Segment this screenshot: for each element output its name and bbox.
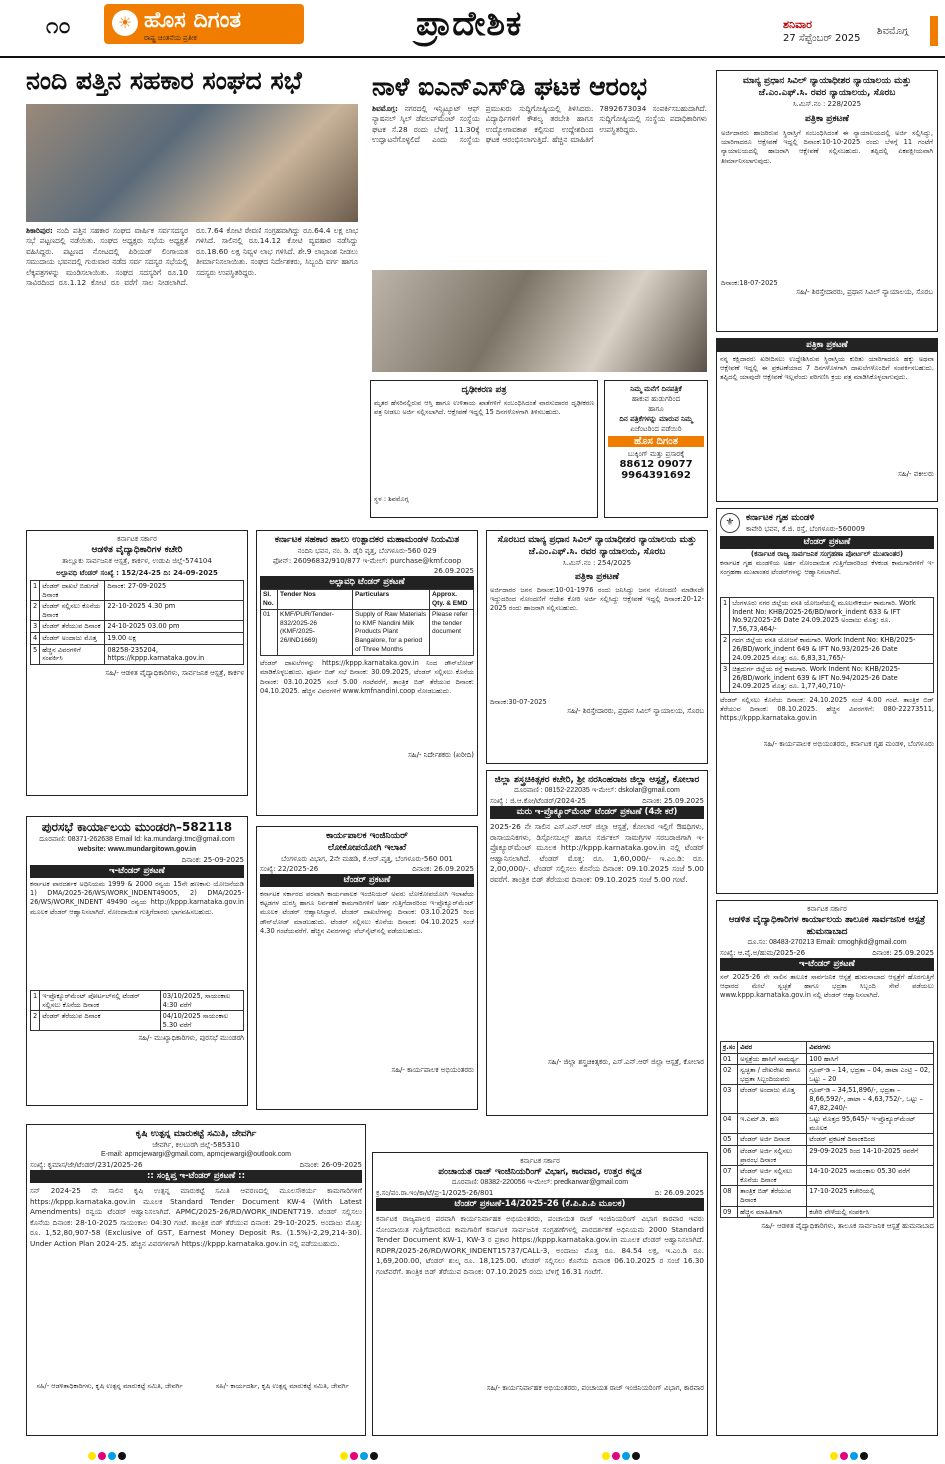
humnabad-cell: 03 [721,1085,738,1114]
issue-day: ಶನಿವಾರ [783,18,812,31]
newspaper-logo [104,4,304,44]
housing-cell: ಚಿತ್ರದುರ್ಗ ಜಿಲ್ಲೆಯ ರಸ್ತೆ ಕಾಮಗಾರಿ. Work Indent No: KHB/2025-26/BD/work_indent 639 & IFT No.94/2025-26 Date 24.09.2025 ಮೊತ್ತ: ರೂ. 1,77,40,710/- [730,664,934,693]
pwd-ref: ಸಂಖ್ಯೆ: 22/2025-26 [260,865,319,873]
karkala-row [31,581,244,601]
print-registration-marks [88,1452,126,1460]
kmf-col-header: Particulars [353,590,430,610]
story2-photo [372,270,707,372]
issue-date: 27 ಸೆಪ್ಟೆಂಬರ್ 2025 [783,33,861,44]
housing-band: ಟೆಂಡರ್ ಪ್ರಕಟಣೆ [720,536,934,549]
mundargi-row [31,1011,244,1031]
story2-headline: ನಾಳೆ ಐಎನ್‌ಎಸ್‌ಡಿ ಘಟಕ ಆರಂಭ [372,72,648,101]
ad-phone2: 9964391692 [621,470,691,481]
humnabad-cell: ಸ್ವಚ್ಛತಾ / ದೇಖರೇಖ ಹಾಗೂ ಭದ್ರತಾ ಸಿಬ್ಬಂದಿಯವರು [738,1065,807,1085]
kmf-col-header: Sl. No. [261,590,278,610]
karkala-hospital-tender [26,530,248,796]
mundargi-web: website: www.mundargitown.gov.in [77,846,197,853]
kmf-cell: Supply of Raw Materials to KMF Nandini Milk Products Plant Bangalore, for a period of Three Months [353,610,430,656]
ad-line3: ಹಾಗೂ [648,405,664,413]
apmc-addr: ಜೇವರ್ಗಿ, ಕಲಬುರಗಿ ಜಿಲ್ಲೆ-585310 [152,1141,240,1149]
humnabad-cell: 04 [721,1114,738,1134]
humnabad-cell: 09 [721,1206,738,1218]
kmf-tender [256,530,478,816]
kolar-title: ಜಿಲ್ಲಾ ಶಸ್ತ್ರಚಿಕಿತ್ಸಕರ ಕಚೇರಿ, ಶ್ರೀ ನರಸಿಂಹರಾಜ ಜಿಲ್ಲಾ ಆಸ್ಪತ್ರೆ, ಕೋಲಾರ [494,775,700,785]
karkala-row [31,632,244,644]
karkala-head: ಕರ್ನಾಟಕ ಸರ್ಕಾರ [117,535,157,543]
kmf-col-header: Tender Nos [278,590,353,610]
housing-sign: ಸಹಿ/- ಕಾರ್ಯಪಾಲಕ ಅಭಿಯಂತರರು, ಕರ್ನಾಟಕ ಗೃಹ ಮಂಡಳಿ, ಬೆಂಗಳೂರು [763,739,934,748]
story1-headline: ನಂದಿ ಪತ್ತಿನ ಸಹಕಾರ ಸಂಘದ ಸಭೆ [26,66,302,95]
court-228-sign: ಸಹಿ/- ಶಿರಸ್ತೇದಾರರು, ಪ್ರಧಾನ ಸಿವಿಲ್ ನ್ಯಾಯಾಲಯ, ಸೊರಬ [796,288,933,297]
mundargi-cell: ಟೆಂಡರ್ ತೆರೆಯುವ ದಿನಾಂಕ [40,1011,160,1031]
humnabad-cell: 06 [721,1145,738,1165]
humnabad-title: ಆಡಳಿತ ವೈದ್ಯಾಧಿಕಾರಿಗಳ ಕಾರ್ಯಾಲಯ ತಾಲೂಕ ಸಾರ್ವಜನಿಕ ಆಸ್ಪತ್ರೆ ಹುಮನಾಬಾದ [728,915,926,937]
mundargi-title: ಪುರಸಭೆ ಕಾರ್ಯಾಲಯ ಮುಂಡರಗಿ–582118 [41,820,233,834]
ad-line2: ಹಾಕುವ ಹುಡುಗರಿಂದ [631,395,681,403]
court-228-body: ಅರ್ಜಿದಾರರು ಹಾಜರಿರುವ ಸ್ಥಿರಾಸ್ತಿಗೆ ಸಂಬಂಧಿಸಿದಂತೆ ಈ ನ್ಯಾಯಾಲಯದಲ್ಲಿ ಅರ್ಜಿ ಸಲ್ಲಿಸಿದ್ದು, ಯಾರಿಗಾದರೂ ಆಕ್ಷೇಪಣೆ ಇದ್ದಲ್ಲಿ ದಿನಾಂಕ:10-10-2025 ರಂದು ಬೆಳಗ್ಗೆ 11 ಗಂಟೆಗೆ ನ್ಯಾಯಾಲಯದಲ್ಲಿ ಹಾಜರಾಗಿ ಆಕ್ಷೇಪಣೆ ಸಲ್ಲಿಸಬಹುದು. ತಪ್ಪಿದಲ್ಲಿ ಏಕಪಕ್ಷೀಯವಾಗಿ ತೀರ್ಮಾನಿಸಲಾಗುವುದು. [721,129,933,165]
karkala-sign: ಸಹಿ/- ಆಡಳಿತ ವೈದ್ಯಾಧಿಕಾರಿಗಳು, ಸಾರ್ವಜನಿಕ ಆಸ್ಪತ್ರೆ, ಕಾರ್ಕಳ [105,668,244,677]
karkala-title: ಆಡಳಿತ ವೈದ್ಯಾಧಿಕಾರಿಗಳ ಕಚೇರಿ [91,545,183,555]
pwd-addr: ಬೆಂಗಳೂರು ವಿಭಾಗ, 2ನೇ ಮಹಡಿ, ಕೆ.ಆರ್.ವೃತ್ತ, ಬೆಂಗಳೂರು-560 001 [281,855,453,863]
humnabad-date: ದಿನಾಂಕ: 25.09.2025 [872,949,934,957]
kmf-contact: ಫೋನ್: 26096832/910/877 ಇ-ಮೇಲ್: purchase@kmf.coop [272,557,462,565]
housing-row [721,664,934,693]
mundargi-cell: 04/10/2025 ಸಾಯಂಕಾಲ 5.30 ವರೆಗೆ [160,1011,243,1031]
karkala-row [31,621,244,633]
kmf-cell: KMF/PUR/Tender-832/2025-26 (KMF/2025-26/IND1669) [278,610,353,656]
humnabad-row [721,1134,934,1146]
certificate-body: ಮೃತರ ಹೆಸರಿನಲ್ಲಿರುವ ಆಸ್ತಿ ಹಾಗೂ ಉಳಿತಾಯ ಖಾತೆಗಳಿಗೆ ಸಂಬಂಧಿಸಿದಂತೆ ವಾರಸುದಾರರ ದೃಢೀಕರಣ ಪತ್ರ ನೀಡಲು ಅರ್ಜಿ ಸಲ್ಲಿಸಲಾಗಿದೆ. ಆಕ್ಷೇಪಣೆ ಇದ್ದಲ್ಲಿ 15 ದಿನಗಳೊಳಗಾಗಿ ತಿಳಿಸಬಹುದು. [374,399,594,417]
pwd-body: ಕರ್ನಾಟಕ ಸರ್ಕಾರದ ಪರವಾಗಿ ಕಾರ್ಯಪಾಲಕ ಇಂಜಿನಿಯರ್ ಅವರು ಲೋಕೋಪಯೋಗಿ ಇಲಾಖೆಯ ಕಟ್ಟಡಗಳ ದುರಸ್ತಿ ಹಾಗೂ ನಿರ್ವಹಣೆ ಕಾಮಗಾರಿಗಳಿಗೆ ಅರ್ಹ ಗುತ್ತಿಗೆದಾರರಿಂದ ಇ-ಪ್ರೊಕ್ಯೂರ್‌ಮೆಂಟ್ ಮೂಲಕ ಟೆಂಡರ್ ಆಹ್ವಾನಿಸಿದ್ದಾರೆ. ಟೆಂಡರ್ ದಾಖಲೆಗಳನ್ನು ದಿನಾಂಕ: 03.10.2025 ರಿಂದ ಡೌನ್‌ಲೋಡ್ ಮಾಡಬಹುದು. ಟೆಂಡರ್ ಸಲ್ಲಿಸಲು ಕೊನೆಯ ದಿನಾಂಕ: 04.10.2025 ಸಂಜೆ 4.30 ಗಂಟೆಯವರೆಗೆ. ಹೆಚ್ಚಿನ ವಿವರಗಳನ್ನು ವೆಬ್‌ಸೈಟ್‌ನಲ್ಲಿ ಪಡೆಯಬಹುದು. [260,890,474,935]
court-254-case: ಸಿ.ಮಿಸ್.ನಂ : 254/2025 [562,559,632,567]
court-254-sign: ಸಹಿ/- ಶಿರಸ್ತೇದಾರರು, ಪ್ರಧಾನ ಸಿವಿಲ್ ನ್ಯಾಯಾಲಯ, ಸೊರಬ [567,707,704,716]
apmc-tender [26,1124,366,1436]
housing-title: ಕರ್ನಾಟಕ ಗೃಹ ಮಂಡಳಿ [746,513,815,523]
court-notice-254 [486,530,708,764]
karkala-cell: 1 [31,581,40,601]
kmf-col-header: Approx. Qty. & EMD [430,590,474,610]
apmc-sign-right: ಸಹಿ/- ಕಾರ್ಯದರ್ಶಿ, ಕೃಷಿ ಉತ್ಪನ್ನ ಮಾರುಕಟ್ಟೆ ಸಮಿತಿ, ಜೇವರ್ಗಿ [215,1382,349,1390]
karkala-cell: ಟೆಂಡರ್ ತೆರೆಯುವ ದಿನಾಂಕ [40,621,105,633]
kmf-cell: 01 [261,610,278,656]
humnabad-cell: 14-10-2025 ಸಾಯಂಕಾಲ 05.30 ವರೆಗೆ [807,1166,934,1186]
story1-dateline: ಶಿಕಾರಿಪುರ: [26,226,53,235]
karkala-cell: ದಿನಾಂಕ: 27-09-2025 [105,581,244,601]
court-228-sub: ಪತ್ರಿಕಾ ಪ್ರಕಟಣೆ [805,114,849,124]
story2-dateline: ಶಿವಮೊಗ್ಗ: [372,104,398,113]
karwar-date: ದಿ: 26.09.2025 [654,1189,704,1197]
karkala-cell: 08258-235204, https://kppp.karnataka.gov.in [105,644,244,664]
humnabad-cell: ಗ್ರೂಪ್-ಡಿ – 14, ಭದ್ರತಾ – 04, ಡಾಟಾ ಎಂಟ್ರಿ – 02, ಒಟ್ಟು – 20 [807,1065,934,1085]
public-notice-body: ನನ್ನ ಕಕ್ಷಿದಾರರು ಖರೀದಿಸಲು ಉದ್ದೇಶಿಸಿರುವ ಸ್ಥಿರಾಸ್ತಿಯ ಕುರಿತು ಯಾರಿಗಾದರೂ ಹಕ್ಕು ಅಥವಾ ಆಕ್ಷೇಪಣೆ ಇದ್ದಲ್ಲಿ ಈ ಪ್ರಕಟಣೆಯಾದ 7 ದಿನಗಳೊಳಗಾಗಿ ದಾಖಲೆಗಳೊಂದಿಗೆ ಸಂಪರ್ಕಿಸಬಹುದು. ತಪ್ಪಿದಲ್ಲಿ ಯಾವುದೇ ಆಕ್ಷೇಪಣೆ ಇಲ್ಲವೆಂದು ಪರಿಗಣಿಸಿ ಕ್ರಯ ಪತ್ರ ಮಾಡಿಸಿಕೊಳ್ಳಲಾಗುವುದು. [720,355,934,382]
karkala-cell: ಟೆಂಡರ್ ಸಲ್ಲಿಸಲು ಕೊನೆಯ ದಿನಾಂಕ [40,601,105,621]
pwd-title: ಕಾರ್ಯಪಾಲಕ ಇಂಜಿನಿಯರ್ [326,831,408,841]
humnabad-row [721,1085,934,1114]
story1-body [26,226,358,512]
public-notice-title: ಪತ್ರಿಕಾ ಪ್ರಕಟಣೆ [717,339,937,352]
mundargi-tender [26,816,248,1106]
court-254-date: ದಿನಾಂಕ:30-07-2025 [490,698,547,706]
humnabad-cell: 05 [721,1134,738,1146]
kmf-cell: Please refer the tender document [430,610,474,656]
ad-line6: ಬುಕ್ಕಿಂಗ್ ಮತ್ತು ಪ್ರಸಾರಕ್ಕೆ [627,450,685,458]
certificate-sign: ಸ್ಥಳ : ಶಿವಮೊಗ್ಗ [374,495,409,503]
humnabad-cell: 07 [721,1166,738,1186]
karkala-sub: ತಾಲ್ಲೂಕು ಸಾರ್ವಜನಿಕ ಆಸ್ಪತ್ರೆ, ಕಾರ್ಕಳ, ಉಡುಪಿ ಜಿಲ್ಲೆ-574104 [62,557,212,565]
court-254-body: ಅರ್ಜಿದಾರರ ಜನನ ದಿನಾಂಕ:10-01-1976 ರಂದು ಜನಿಸಿದ್ದು ಜನನ ನೋಂದಣಿ ಮಾಡಿಸದೇ ಇದ್ದುದರಿಂದ ನೋಂದಣಿಗೆ ಆದೇಶ ಕೋರಿ ಅರ್ಜಿ ಸಲ್ಲಿಸಿದ್ದು ಆಕ್ಷೇಪಣೆ ಇದ್ದಲ್ಲಿ ದಿನಾಂಕ:20-12-2025 ರಂದು ಹಾಜರಾಗಿ ಸಲ್ಲಿಸಬಹುದು. [490,586,704,613]
humnabad-cell: ಟೆಂಡರ್ ಅಂದಾಜು ಮೊತ್ತ [738,1085,807,1114]
housing-addr: ಕಾವೇರಿ ಭವನ, ಕೆ.ಜಿ. ರಸ್ತೆ, ಬೆಂಗಳೂರು-560009 [746,525,865,533]
humnabad-row [721,1206,934,1218]
humnabad-row [721,1053,934,1065]
humnabad-cell: ಗ್ರೂಪ್-ಡಿ – 34,51,896/-, ಭದ್ರತಾ – 8,66,592/-, ಡಾಟಾ – 4,63,752/-, ಒಟ್ಟು – 47,82,240/- [807,1085,934,1114]
karwar-contact: ದೂರವಾಣಿ: 08382-220056 ಇ-ಮೇಲ್: predkarwar@gmail.com [451,1179,629,1186]
kmf-sign: ಸಹಿ/- ನಿರ್ದೇಶಕರು (ಖರೀದಿ) [408,751,474,760]
apmc-ref: ಸಂಖ್ಯೆ: ಕೃಮಾಸ/ಜೇ/ಟೆಂಡರ್/231/2025-26 [30,1161,143,1169]
kolar-body: 2025-26 ನೇ ಸಾಲಿನ ಎಸ್.ಎನ್.ಆರ್ ಜಿಲ್ಲಾ ಆಸ್ಪತ್ರೆ, ಕೋಲಾರ ಇಲ್ಲಿಗೆ ಔಷಧಿಗಳು, ರಾಸಾಯನಿಕಗಳು, ಡಿಸ್ಪೋಸಬಲ್ಸ್ ಹಾಗೂ ಸರ್ಜಿಕಲ್ ಸಾಮಗ್ರಿಗಳ ಸರಬರಾಜಿಗಾಗಿ ಇ-ಪ್ರೊಕ್ಯೂರ್‌ಮೆಂಟ್ ಮೂಲಕ http://kppp.karnataka.gov.in ನಲ್ಲಿ ಟೆಂಡರ್ ಆಹ್ವಾನಿಸಲಾಗಿದೆ. ಟೆಂಡರ್ ಮೊತ್ತ: ರೂ. 1,60,000/- ಇ.ಎಂ.ಡಿ: ರೂ. 2,00,000/-. ಟೆಂಡರ್ ಸಲ್ಲಿಸಲು ಕೊನೆಯ ದಿನಾಂಕ: 09.10.2025 ಸಂಜೆ 5.00 ರವರೆಗೆ. ತಾಂತ್ರಿಕ ಬಿಡ್ ತೆರೆಯುವ ದಿನಾಂಕ: 09.10.2025 ಸಂಜೆ 5.00 ಗಂಟೆ. [490,822,704,884]
humnabad-cell: ಇ.ಎಮ್.ಡಿ. ಹಣ [738,1114,807,1134]
housing-cell: 2 [721,635,730,664]
ad-line1: ನಿಮ್ಮ ಮನೆಗೆ ದಿನಪತ್ರಿಕೆ [630,385,682,393]
certificate-title: ದೃಢೀಕರಣ ಪತ್ರ [461,385,507,395]
housing-row [721,635,934,664]
karkala-table [30,580,244,665]
karkala-row [31,601,244,621]
apmc-title: ಕೃಷಿ ಉತ್ಪನ್ನ ಮಾರುಕಟ್ಟೆ ಸಮಿತಿ, ಜೇವರ್ಗಿ [135,1129,257,1139]
kmf-body: ಟೆಂಡರ್ ದಾಖಲೆಗಳನ್ನು https://kppp.karnataka.gov.in ನಿಂದ ಡೌನ್‌ಲೋಡ್ ಮಾಡಿಕೊಳ್ಳಬಹುದು. ಪೂರ್ವ ಬಿಡ್ ಸಭೆ ದಿನಾಂಕ: 30.09.2025, ಟೆಂಡರ್ ಸಲ್ಲಿಸಲು ಕೊನೆಯ ದಿನಾಂಕ: 03.10.2025 ಸಂಜೆ 5.00 ಗಂಟೆವರೆಗೆ, ತಾಂತ್ರಿಕ ಬಿಡ್ ತೆರೆಯುವ ದಿನಾಂಕ: 04.10.2025. ಹೆಚ್ಚಿನ ವಿವರಗಳಿಗೆ www.kmfnandini.coop ನೋಡಬಹುದು. [260,659,474,695]
housing-intro: ಕರ್ನಾಟಕ ಗೃಹ ಮಂಡಳಿಯ ಅರ್ಹ ನೋಂದಾಯಿತ ಗುತ್ತಿಗೆದಾರರಿಂದ ಕೆಳಕಂಡ ಕಾಮಗಾರಿಗಳಿಗೆ ಇ-ಸಂಗ್ರಹಣಾ ಮುಖಾಂತರ ಟೆಂಡರ್‌ಗಳನ್ನು ಆಹ್ವಾನಿಸಲಾಗಿದೆ. [720,559,934,577]
mundargi-table [30,990,244,1031]
housing-footer: ಟೆಂಡರ್ ಸಲ್ಲಿಸಲು ಕೊನೆಯ ದಿನಾಂಕ: 24.10.2025 ಸಂಜೆ 4.00 ಗಂಟೆ. ತಾಂತ್ರಿಕ ಬಿಡ್ ತೆರೆಯುವ ದಿನಾಂಕ: 08.10.2025. ಹೆಚ್ಚಿನ ವಿವರಗಳಿಗೆ: 080-22273511, https://kppp.karnataka.gov.in [720,695,934,723]
court-254-title: ಸೊರಬದ ಮಾನ್ಯ ಪ್ರಧಾನ ಸಿವಿಲ್ ನ್ಯಾಯಾಧೀಶರ ನ್ಯಾಯಾಲಯ ಮತ್ತು ಜೆ.ಎಂ.ಎಫ್.ಸಿ. ರವರ ನ್ಯಾಯಾಲಯ, ಸೊರಬ [497,535,697,557]
section-title: ಪ್ರಾದೇಶಿಕ [416,4,523,44]
mundargi-cell: ಇ-ಪ್ರೊಕ್ಯೂರ್‌ಮೆಂಟ್ ಪೋರ್ಟಲ್‌ನಲ್ಲಿ ಟೆಂಡರ್ ಸಲ್ಲಿಸಲು ಕೊನೆಯ ದಿನಾಂಕ [40,991,160,1011]
mundargi-cell: 1 [31,991,40,1011]
karkala-cell: 24-10-2025 03.00 pm [105,621,244,633]
kolar-contact: ದೂರವಾಣಿ : 08152-222035 ಇ-ಮೇಲ್: dskolar@gmail.com [514,787,680,794]
pwd-date: ದಿನಾಂಕ: 26.09.2025 [412,865,474,873]
apmc-band: :: ಸಂಕ್ಷಿಪ್ತ ಇ-ಟೆಂಡರ್ ಪ್ರಕಟಣೆ :: [30,1170,362,1183]
kmf-title: ಕರ್ನಾಟಕ ಸಹಕಾರ ಹಾಲು ಉತ್ಪಾದಕರ ಮಹಾಮಂಡಳ ನಿಯಮಿತ [274,535,460,545]
story2-body [372,104,707,264]
court-notice-228 [716,70,938,332]
public-notice [716,338,938,502]
housing-board-tender [716,508,938,894]
public-notice-sign: ಸಹಿ/- ವಕೀಲರು [898,470,934,478]
kolar-sign: ಸಹಿ/- ಜಿಲ್ಲಾ ಶಸ್ತ್ರಚಿಕಿತ್ಸಕರು, ಎಸ್.ಎನ್.ಆರ್ ಜಿಲ್ಲಾ ಆಸ್ಪತ್ರೆ, ಕೋಲಾರ [547,1058,704,1066]
print-registration-marks [340,1452,378,1460]
karwar-pred-tender [372,1152,708,1436]
mundargi-body: ಕರ್ನಾಟಕ ಪಾರದರ್ಶಕ ಅಧಿನಿಯಮ 1999 & 2000 ರನ್ವಯ 15ನೇ ಹಣಕಾಸು ಯೋಜನೆಯಡಿ 1) DMA/2025-26/WS/WORK_INDENT49005, 2) DMA/2025-26/WS/WORK_INDENT 49490 ರನ್ವಯ http://kppp.karnataka.gov.in ಮೂಲಕ ಟೆಂಡರ್ ಆಹ್ವಾನಿಸಲಾಗಿದೆ. ನೋಂದಾಯಿತ ಗುತ್ತಿಗೆದಾರರು ಭಾಗವಹಿಸಬಹುದು. [30,880,244,916]
humnabad-row [721,1114,934,1134]
masthead [0,0,945,58]
print-registration-marks [602,1452,640,1460]
mundargi-sign: ಸಹಿ/- ಮುಖ್ಯಾಧಿಕಾರಿಗಳು, ಪುರಸಭೆ ಮುಂಡರಗಿ [138,1034,244,1043]
header-accent-bar [930,16,938,46]
humnabad-hospital-tender [716,900,938,1436]
humnabad-cell: 17-10-2025 ಕಚೇರಿಯಲ್ಲಿ [807,1186,934,1206]
karkala-cell: 2 [31,601,40,621]
humnabad-row [721,1186,934,1206]
housing-sub: (ಕರ್ನಾಟಕ ರಾಜ್ಯ ಸಾರ್ವಜನಿಕ ಸಂಗ್ರಹಣಾ ಪೋರ್ಟಲ್ ಮುಖಾಂತರ) [750,550,904,558]
edition-city: ಶಿವಮೊಗ್ಗ [877,26,909,37]
pwd-sub: ಲೋಕೋಪಯೋಗಿ ಇಲಾಖೆ [327,843,407,853]
ad-line4: ದಿನ ಪತ್ರಿಕೆಗಳನ್ನು ಮಾರುವ ನಿಮ್ಮ [619,415,693,423]
karkala-cell: 3 [31,621,40,633]
humnabad-col-header: ವಿವರ [738,1042,807,1054]
story1-text: ನಂದಿ ಪತ್ತಿನ ಸಹಕಾರ ಸಂಘದ ವಾರ್ಷಿಕ ಸರ್ವಸದಸ್ಯರ ಸಭೆ ಪಟ್ಟಣದಲ್ಲಿ ನಡೆಯಿತು. ಸಂಘದ ಅಧ್ಯಕ್ಷರು ಸಭೆಯ ಅಧ್ಯಕ್ಷತೆ ವಹಿಸಿದ್ದರು. ಪಟ್ಟಣದ ನೋಟದಲ್ಲಿ ಪಿರಿಯಡ್ ಲಿಂಗಾಯತ ಸಮುದಾಯ ಭವನದಲ್ಲಿ ಗುರುವಾರ ನಡೆದ ಸರ್ವ ಸದಸ್ಯರ ಸಭೆಯಲ್ಲಿ ಲೆಕ್ಕಪತ್ರಗಳನ್ನು ಮಂಡಿಸಲಾಯಿತು. ಸಂಘದ ಸದಸ್ಯರಿಗೆ ರೂ.10 ಸಾವಿರದಿಂದ ರೂ.1.12 ಕೋಟಿ ರೂ ವರೆಗೆ ಸಾಲ ನೀಡಲಾಗಿದೆ. ರೂ.7.64 ಕೋಟಿ ಠೇವಣಿ ಸಂಗ್ರಹವಾಗಿದ್ದು ರೂ.64.4 ಲಕ್ಷ ಲಾಭ ಗಳಿಸಿದೆ. ಸಾಲಿನಲ್ಲಿ ರೂ.14.12 ಕೋಟಿ ವ್ಯವಹಾರ ನಡೆಸಿದ್ದು ರೂ.18.60 ಲಕ್ಷ ನಿವ್ವಳ ಲಾಭ ಗಳಿಸಿದೆ. ಶೇ.9 ಲಾಭಾಂಶ ನೀಡಲು ತೀರ್ಮಾನಿಸಲಾಯಿತು. ಸಂಘದ ನಿರ್ದೇಶಕರು, ಸಿಬ್ಬಂದಿ ವರ್ಗ ಹಾಗೂ ಸದಸ್ಯರು ಉಪಸ್ಥಿತರಿದ್ದರು. [26,226,358,288]
karkala-row [31,644,244,664]
mundargi-band: ಇ-ಟೆಂಡರ್ ಪ್ರಕಟಣೆ [30,865,244,878]
humnabad-cell: ಹೆಚ್ಚಿನ ಮಾಹಿತಿಗಾಗಿ [738,1206,807,1218]
housing-row [721,598,934,635]
karwar-body: ಕರ್ನಾಟಕ ರಾಜ್ಯಪಾಲರ ಪರವಾಗಿ ಕಾರ್ಯನಿರ್ವಾಹಕ ಅಭಿಯಂತರರು, ಪಂಚಾಯತ ರಾಜ್ ಇಂಜಿನಿಯರಿಂಗ್ ವಿಭಾಗ ಕಾರವಾರ ಇವರು ನೋಂದಾಯಿತ ಗುತ್ತಿಗೆದಾರರಿಂದ ಕಾಮಗಾರಿಗೆ ಕರ್ನಾಟಕ ಸಾರ್ವಜನಿಕ ಸಂಗ್ರಹಣೆಗಳಲ್ಲಿ ಪಾರದರ್ಶಕತೆ ಅಧಿನಿಯಮ 2000 Standard Tender Document KW-1, KW-3 ರ ಪ್ರಕಾರ https://kppp.karnataka.gov.in ಮೂಲಕ ಟೆಂಡರ್ ಆಹ್ವಾನಿಸಲಾಗಿದೆ. RDPR/2025-26/RD/WORK_INDENT15737/CALL-3, ಅಂದಾಜು ಮೊತ್ತ ರೂ. 84.54 ಲಕ್ಷ, ಇ.ಎಂ.ಡಿ ರೂ. 1,69,200.00, ಟೆಂಡರ್ ಶುಲ್ಕ ರೂ. 18,125.00. ಟೆಂಡರ್ ಸಲ್ಲಿಸಲು ಕೊನೆಯ ದಿನಾಂಕ 06.10.2025 ರ ಸಂಜೆ 16.30 ಗಂಟೆವರೆಗೆ. ತಾಂತ್ರಿಕ ಬಿಡ್ ತೆರೆಯುವ ದಿನಾಂಕ: 07.10.2025 ರಂದು ಬೆಳಿಗ್ಗೆ 16.31 ಗಂಟೆಗೆ. [376,1214,704,1276]
karkala-cell: 4 [31,632,40,644]
karkala-cell: ಟೆಂಡರ್ ದಾಖಲೆ ಬಿಡುಗಡೆ ದಿನಾಂಕ [40,581,105,601]
humnabad-cell: 01 [721,1053,738,1065]
subscription-ad [604,380,708,518]
mundargi-contact: ದೂರವಾಣಿ: 08371-262638 Email Id: ka.mundargi.tmc@gmail.com [39,836,235,843]
humnabad-band: ಇ-ಟೆಂಡರ್ ಪ್ರಕಟಣೆ [720,958,934,971]
housing-cell: 1 [721,598,730,635]
pwd-sign: ಸಹಿ/- ಕಾರ್ಯಪಾಲಕ ಅಭಿಯಂತರರು [391,1066,474,1074]
apmc-sign-left: ಸಹಿ/- ಆಡಳಿತಾಧಿಕಾರಿಗಳು, ಕೃಷಿ ಉತ್ಪನ್ನ ಮಾರುಕಟ್ಟೆ ಸಮಿತಿ, ಜೇವರ್ಗಿ [36,1382,183,1390]
apmc-email: E-mail: apmcjewargi@gmail.com, apmcjewargi@outlook.com [100,1151,292,1158]
humnabad-cell: ಟೆಂಡರ್ ಪ್ರಕಟಣೆ ದಿನಾಂಕದಿಂದ [807,1134,934,1146]
logo-text: ಹೊಸ ದಿಗಂತ [144,8,242,33]
humnabad-sign: ಸಹಿ/- ಆಡಳಿತ ವೈದ್ಯಾಧಿಕಾರಿಗಳು, ತಾಲೂಕ ಸಾರ್ವಜನಿಕ ಆಸ್ಪತ್ರೆ ಹುಮನಾಬಾದ [761,1222,934,1231]
karwar-band: ಟೆಂಡರ್ ಪ್ರಕಟಣೆ-14/2025-26 (ಕೆ.ಪಿ.ಪಿ.ಪಿ ಮೂಲಕ) [376,1198,704,1211]
karwar-head: ಕರ್ನಾಟಕ ಸರ್ಕಾರ [520,1157,560,1165]
humnabad-table [720,1041,934,1218]
mundargi-cell: 03/10/2025, ಸಾಯಂಕಾಲ 4:30 ವರೆಗೆ [160,991,243,1011]
karkala-cell: ಟೆಂಡರ್ ಅಂದಾಜು ಮೊತ್ತ [40,632,105,644]
mundargi-row [31,991,244,1011]
karwar-ref: ಕ್ರ.ಸಂ/ಪಂ.ರಾ.ಇಂ/ಕಾ/ಟೆ/ಪ್ರ-1/2025-26/801 [376,1189,494,1197]
karkala-cell: ಹೆಚ್ಚಿನ ವಿವರಗಳಿಗೆ ಸಂಪರ್ಕಿಸಿ [40,644,105,664]
kolar-hospital-tender [486,770,708,1116]
housing-cell: 3 [721,664,730,693]
kmf-addr: ನಂದಿನಿ ಭವನ, ನಂ. ಡಿ. ಡೈರಿ ವೃತ್ತ, ಬೆಂಗಳೂರು-560 029 [297,547,437,555]
court-228-date: ದಿನಾಂಕ:18-07-2025 [721,279,778,287]
court-254-sub: ಪತ್ರಿಕಾ ಪ್ರಕಟಣೆ [575,572,619,582]
humnabad-cell: 100 ಹಾಸಿಗೆ [807,1053,934,1065]
humnabad-cell: ಟೆಂಡರ್ ಅರ್ಜಿ ದಿನಾಂಕ [738,1134,807,1146]
humnabad-head: ಕರ್ನಾಟಕ ಸರ್ಕಾರ [807,905,847,913]
kmf-table [260,589,474,656]
humnabad-col-header: ಕ್ರ.ಸಂ [721,1042,738,1054]
humnabad-ref: ಸಂಖ್ಯೆ: ಆ.ವೈ.ಅ/ಹುಮ/2025-26 [720,949,806,957]
logo-tagline: ರಾಷ್ಟ್ರ ಚಿಂತನೆಯ ಪ್ರತೀಕ [144,34,197,42]
humnabad-cell: 08 [721,1186,738,1206]
humnabad-cell: ಕಚೇರಿ ವೇಳೆಯಲ್ಲಿ ಸಂಪರ್ಕಿಸಿ [807,1206,934,1218]
pwd-tender [256,826,478,1110]
humnabad-contact: ದೂ.ಸಂ: 08483-270213 Email: cmoghjkd@gmail.com [747,939,907,946]
mundargi-date: ದಿನಾಂಕ: 25-09-2025 [181,856,244,864]
humnabad-col-header: ವಿವರಗಳು [807,1042,934,1054]
story2-text: ನಗರದಲ್ಲಿ ಇನ್ಸ್ಟಿಟ್ಯೂಟ್ ಆಫ್ ನ್ಯಾಷನಲ್ ಸ್ಕಿಲ್ ಡೆವಲಪ್‌ಮೆಂಟ್ ಸಂಸ್ಥೆಯ ಘಟಕ ಸೆ.28 ರಂದು ಬೆಳಗ್ಗೆ 11.30ಕ್ಕೆ ಉದ್ಘಾಟನೆಗೊಳ್ಳಲಿದೆ ಎಂದು ಸಂಸ್ಥೆಯ ಪ್ರಮುಖರು ಸುದ್ದಿಗೋಷ್ಠಿಯಲ್ಲಿ ತಿಳಿಸಿದರು. ವಿದ್ಯಾರ್ಥಿಗಳಿಗೆ ಕೌಶಲ್ಯ ತರಬೇತಿ ಹಾಗೂ ಉದ್ಯೋಗಾವಕಾಶ ಕಲ್ಪಿಸುವ ಉದ್ದೇಶದಿಂದ ಘಟಕ ಆರಂಭಿಸಲಾಗುತ್ತಿದೆ. ಹೆಚ್ಚಿನ ಮಾಹಿತಿಗೆ 7892673034 ಸಂಪರ್ಕಿಸಬಹುದಾಗಿದೆ. ಸುದ್ದಿಗೋಷ್ಠಿಯಲ್ಲಿ ಸಂಸ್ಥೆಯ ಪದಾಧಿಕಾರಿಗಳು ಉಪಸ್ಥಿತರಿದ್ದರು. [372,104,707,145]
humnabad-cell: ಟೆಂಡರ್ ಅರ್ಜಿ ಸಲ್ಲಿಸಲು ಪ್ರಾರಂಭ ದಿನಾಂಕ [738,1145,807,1165]
page-number: ೧೦ [46,14,71,39]
print-registration-marks [830,1452,868,1460]
court-228-title: ಮಾನ್ಯ ಪ್ರಧಾನ ಸಿವಿಲ್ ನ್ಯಾಯಾಧೀಶರ ನ್ಯಾಯಾಲಯ ಮತ್ತು ಜೆ.ಎಂ.ಎಫ್.ಸಿ. ರವರ ನ್ಯಾಯಾಲಯ, ಸೊರಬ [742,76,912,98]
story1-photo [26,104,358,222]
karkala-cell: 19.00 ಲಕ್ಷ [105,632,244,644]
kolar-ref: ಸಂಖ್ಯೆ : ಜಿ.ಆ.ಕೋ/ಟೆಂಡರ್/2024-25 [490,797,587,805]
humnabad-row [721,1065,934,1085]
apmc-date: ದಿನಾಂಕ: 26-09-2025 [299,1161,362,1169]
sun-emblem-icon: ☀ [112,10,138,36]
karkala-ref: ಅಲ್ಪಾವಧಿ ಟೆಂಡರ್ ಸಂಖ್ಯೆ : 152/24-25 ದಿ: 24-09-2025 [56,569,218,577]
housing-cell: ಗದಗ ಜಿಲ್ಲೆಯ ವಸತಿ ಯೋಜನೆ ಕಾಮಗಾರಿ. Work Indent No: KHB/2025-26/BD/work_indent 649 & IFT No.93/2025-26 Date 24.09.2025 ಮೊತ್ತ: ರೂ. 6,83,31,765/- [730,635,934,664]
karkala-cell: 5 [31,644,40,664]
apmc-body: ಸನ್ 2024-25 ನೇ ಸಾಲಿನ ಕೃಷಿ ಉತ್ಪನ್ನ ಮಾರುಕಟ್ಟೆ ಸಮಿತಿ ಆವರಣದಲ್ಲಿ ಮೂಲಸೌಕರ್ಯ ಕಾಮಗಾರಿಗಳಿಗೆ https://kppp.karnataka.gov.in ಮೂಲಕ Standard Tender Document KW-4 (With Latest Amendments) ರನ್ವಯ ಟೆಂಡರ್ ಆಹ್ವಾನಿಸಲಾಗಿದೆ. APMC/2025-26/RD/WORK_INDENT719. ಟೆಂಡರ್ ಸಲ್ಲಿಸಲು ಕೊನೆಯ ದಿನಾಂಕ: 28-10-2025 ಸಾಯಂಕಾಲ 04:30 ಗಂಟೆ. ತಾಂತ್ರಿಕ ಬಿಡ್ ತೆರೆಯುವ ದಿನಾಂಕ: 29-10-2025. ಅಂದಾಜು ಮೊತ್ತ: ರೂ. 1,52,80,907-58 (Exclusive of GST, Earnest Money Deposit Rs. (1.5%)-2,29,214-30). Under Action Plan 2024-25. ಹೆಚ್ಚಿನ ವಿವರಗಳಿಗಾಗಿ https://kppp.karnataka.gov.in ನಲ್ಲಿ ಪಡೆಯಬಹುದು. [30,1186,362,1248]
mundargi-cell: 2 [31,1011,40,1031]
humnabad-body: ಸನ್ 2025-26 ನೇ ಸಾಲಿನ ತಾಲೂಕ ಸಾರ್ವಜನಿಕ ಆಸ್ಪತ್ರೆ ಹುಮನಾಬಾದ ಆಸ್ಪತ್ರೆಗೆ ಹೊರಗುತ್ತಿಗೆ ಆಧಾರದ ಮೇಲೆ ಸ್ವಚ್ಛತೆ ಹಾಗೂ ಭದ್ರತಾ ಸಿಬ್ಬಂದಿ ಸೇವೆ ಪಡೆಯಲು www.kppp.karnataka.gov.in ನಲ್ಲಿ ಟೆಂಡರ್ ಆಹ್ವಾನಿಸಲಾಗಿದೆ. [720,973,934,1000]
housing-cell: ಬೆಂಗಳೂರು ನಗರ ಜಿಲ್ಲೆಯ ವಸತಿ ಯೋಜನೆಯಲ್ಲಿ ಮೂಲಸೌಕರ್ಯ ಕಾಮಗಾರಿ. Work Indent No: KHB/2025-26/BD/work_indent 633 & IFT No.92/2025-26 Date 24.09.2025 ಅಂದಾಜು ಮೊತ್ತ: ರೂ. 7,56,73,464/- [730,598,934,635]
kolar-date: ದಿನಾಂಕ: 25.09.2025 [642,797,704,805]
humnabad-cell: 29-09-2025 ರಿಂದ 14-10-2025 ರವರೆಗೆ [807,1145,934,1165]
humnabad-row [721,1166,934,1186]
karwar-sign: ಸಹಿ/- ಕಾರ್ಯನಿರ್ವಾಹಕ ಅಭಿಯಂತರರು, ಪಂಚಾಯತ ರಾಜ್ ಇಂಜಿನಿಯರಿಂಗ್ ವಿಭಾಗ, ಕಾರವಾರ [486,1384,704,1392]
certificate-notice [370,380,598,518]
humnabad-cell: ಒಟ್ಟು ಮೊತ್ತದ 95,645/- ಇ-ಪ್ರೊಕ್ಯೂರ್‌ಮೆಂಟ್ ಮೂಲಕ [807,1114,934,1134]
humnabad-cell: ತಾಂತ್ರಿಕ ಬಿಡ್ ತೆರೆಯುವ ದಿನಾಂಕ [738,1186,807,1206]
ad-phone1: 88612 09077 [619,459,693,470]
pwd-band: ಟೆಂಡರ್ ಪ್ರಕಟಣೆ [260,874,474,887]
housing-table [720,597,934,693]
kmf-date: 26.09.2025 [433,567,474,575]
ad-line5: ಏಜೆಂಟರಿಂದ ಪಡೆಯಿರಿ [630,425,682,433]
kolar-band: ಮರು ಇ-ಪ್ರೊಕ್ಯೂರ್‌ಮೆಂಟ್ ಟೆಂಡರ್ ಪ್ರಕಟಣೆ (4ನೇ ಕರೆ) [490,806,704,819]
humnabad-cell: 02 [721,1065,738,1085]
karkala-cell: 22-10-2025 4.30 pm [105,601,244,621]
court-228-case: ಸಿ.ಮಿಸ್.ನಂ : 228/2025 [792,100,862,108]
ad-brand: ಹೊಸ ದಿಗಂತ [608,436,704,447]
govt-emblem-icon: ⚜ [720,513,740,533]
humnabad-cell: ಅಸ್ಪತ್ರೆಯ ಹಾಸಿಗೆ ಸಾಮರ್ಥ್ಯ [738,1053,807,1065]
karwar-title: ಪಂಚಾಯತ ರಾಜ್ ಇಂಜಿನಿಯರಿಂಗ್ ವಿಭಾಗ, ಕಾರವಾರ, ಉತ್ತರ ಕನ್ನಡ [438,1167,642,1177]
kmf-band: ಅಲ್ಪಾವಧಿ ಟೆಂಡರ್ ಪ್ರಕಟಣೆ [260,576,474,589]
humnabad-row [721,1145,934,1165]
humnabad-cell: ಟೆಂಡರ್ ಅರ್ಜಿ ಸಲ್ಲಿಸಲು ಕೊನೆಯ ದಿನಾಂಕ [738,1166,807,1186]
